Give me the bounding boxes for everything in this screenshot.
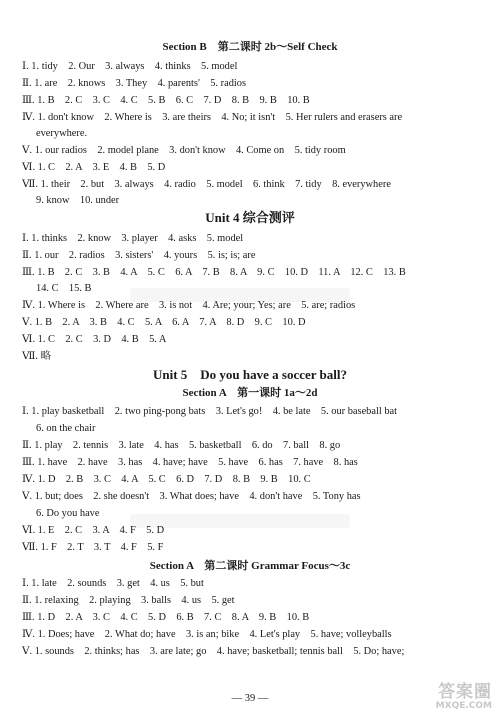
answer-line: Ⅱ. 1. are 2. knows 3. They 4. parents' 5. radios bbox=[22, 78, 247, 89]
answer-line: Ⅵ. 1. C 2. C 3. D 4. B 5. A bbox=[22, 334, 167, 345]
answer-line: Ⅳ. 1. Does; have 2. What do; have 3. is an; bike 4. Let's play 5. have; volleyballs bbox=[22, 629, 392, 640]
watermark-url: MXQE.COM bbox=[435, 701, 492, 711]
answer-line: Ⅴ. 1. sounds 2. thinks; has 3. are late; go 4. have; basketball; tennis ball 5. Do; have; bbox=[22, 646, 405, 657]
answer-line: Ⅶ. 略 bbox=[22, 351, 51, 362]
page-number: — 39 — bbox=[231, 693, 269, 704]
unit-4-heading: Unit 4 综合测评 bbox=[205, 210, 295, 225]
answer-line: Ⅰ. 1. tidy 2. Our 3. always 4. thinks 5. model bbox=[22, 61, 238, 72]
section-a-2-heading: Section A 第二课时 Grammar Focus～3c bbox=[149, 560, 351, 572]
answer-line: Ⅳ. 1. Where is 2. Where are 3. is not 4. Are; your; Yes; are 5. are; radios bbox=[22, 300, 356, 311]
answer-line: Ⅵ. 1. E 2. C 3. A 4. F 5. D bbox=[22, 525, 165, 536]
answer-line: 14. C 15. B bbox=[36, 283, 92, 294]
answer-line: Ⅶ. 1. F 2. T 3. T 4. F 5. F bbox=[22, 542, 164, 553]
answer-line: Ⅲ. 1. B 2. C 3. C 4. C 5. B 6. C 7. D 8. B 9. B 10. B bbox=[22, 95, 310, 106]
answer-line: everywhere. bbox=[36, 128, 88, 139]
unit-5-heading: Unit 5 Do you have a soccer ball? bbox=[152, 367, 348, 382]
answer-line: 6. Do you have bbox=[36, 508, 100, 519]
answer-line: Ⅱ. 1. our 2. radios 3. sisters' 4. yours 5. is; is; are bbox=[22, 250, 256, 261]
answer-line: Ⅴ. 1. but; does 2. she doesn't 3. What does; have 4. don't have 5. Tony has bbox=[22, 491, 361, 502]
answer-line: Ⅲ. 1. have 2. have 3. has 4. have; have 5. have 6. has 7. have 8. has bbox=[22, 457, 358, 468]
site-watermark bbox=[408, 683, 492, 715]
answer-line: Ⅴ. 1. B 2. A 3. B 4. C 5. A 6. A 7. A 8. D 9. C 10. D bbox=[22, 317, 306, 328]
answer-line: Ⅳ. 1. D 2. B 3. C 4. A 5. C 6. D 7. D 8. B 9. B 10. C bbox=[22, 474, 311, 485]
answer-line: Ⅴ. 1. our radios 2. model plane 3. don't know 4. Come on 5. tidy room bbox=[22, 145, 346, 156]
answer-line: Ⅵ. 1. C 2. A 3. E 4. B 5. D bbox=[22, 162, 166, 173]
answer-line: Ⅰ. 1. play basketball 2. two ping-pong bats 3. Let's go! 4. be late 5. our baseball bat bbox=[22, 406, 398, 417]
section-a-1-heading: Section A 第一课时 1a～2d bbox=[182, 387, 318, 399]
answer-line: Ⅱ. 1. play 2. tennis 3. late 4. has 5. basketball 6. do 7. ball 8. go bbox=[22, 440, 341, 451]
answer-line: 6. on the chair bbox=[36, 423, 96, 434]
answer-line: 9. know 10. under bbox=[36, 195, 120, 206]
answer-line: Ⅶ. 1. their 2. but 3. always 4. radio 5. model 6. think 7. tidy 8. everywhere bbox=[22, 179, 391, 190]
answer-line: Ⅲ. 1. D 2. A 3. C 4. C 5. D 6. B 7. C 8. A 9. B 10. B bbox=[22, 612, 310, 623]
section-b-heading: Section B 第二课时 2b～Self Check bbox=[162, 41, 338, 53]
watermark-logo: 答案圈 bbox=[438, 682, 492, 702]
answer-line: Ⅱ. 1. relaxing 2. playing 3. balls 4. us 5. get bbox=[22, 595, 235, 606]
answer-line: Ⅰ. 1. thinks 2. know 3. player 4. asks 5. model bbox=[22, 233, 244, 244]
answer-line: Ⅳ. 1. don't know 2. Where is 3. are theirs 4. No; it isn't 5. Her rulers and erasers are bbox=[22, 112, 403, 123]
answer-line: Ⅲ. 1. B 2. C 3. B 4. A 5. C 6. A 7. B 8. A 9. C 10. D 11. A 12. C 13. B bbox=[22, 267, 406, 278]
answer-line: Ⅰ. 1. late 2. sounds 3. get 4. us 5. but bbox=[22, 578, 204, 589]
